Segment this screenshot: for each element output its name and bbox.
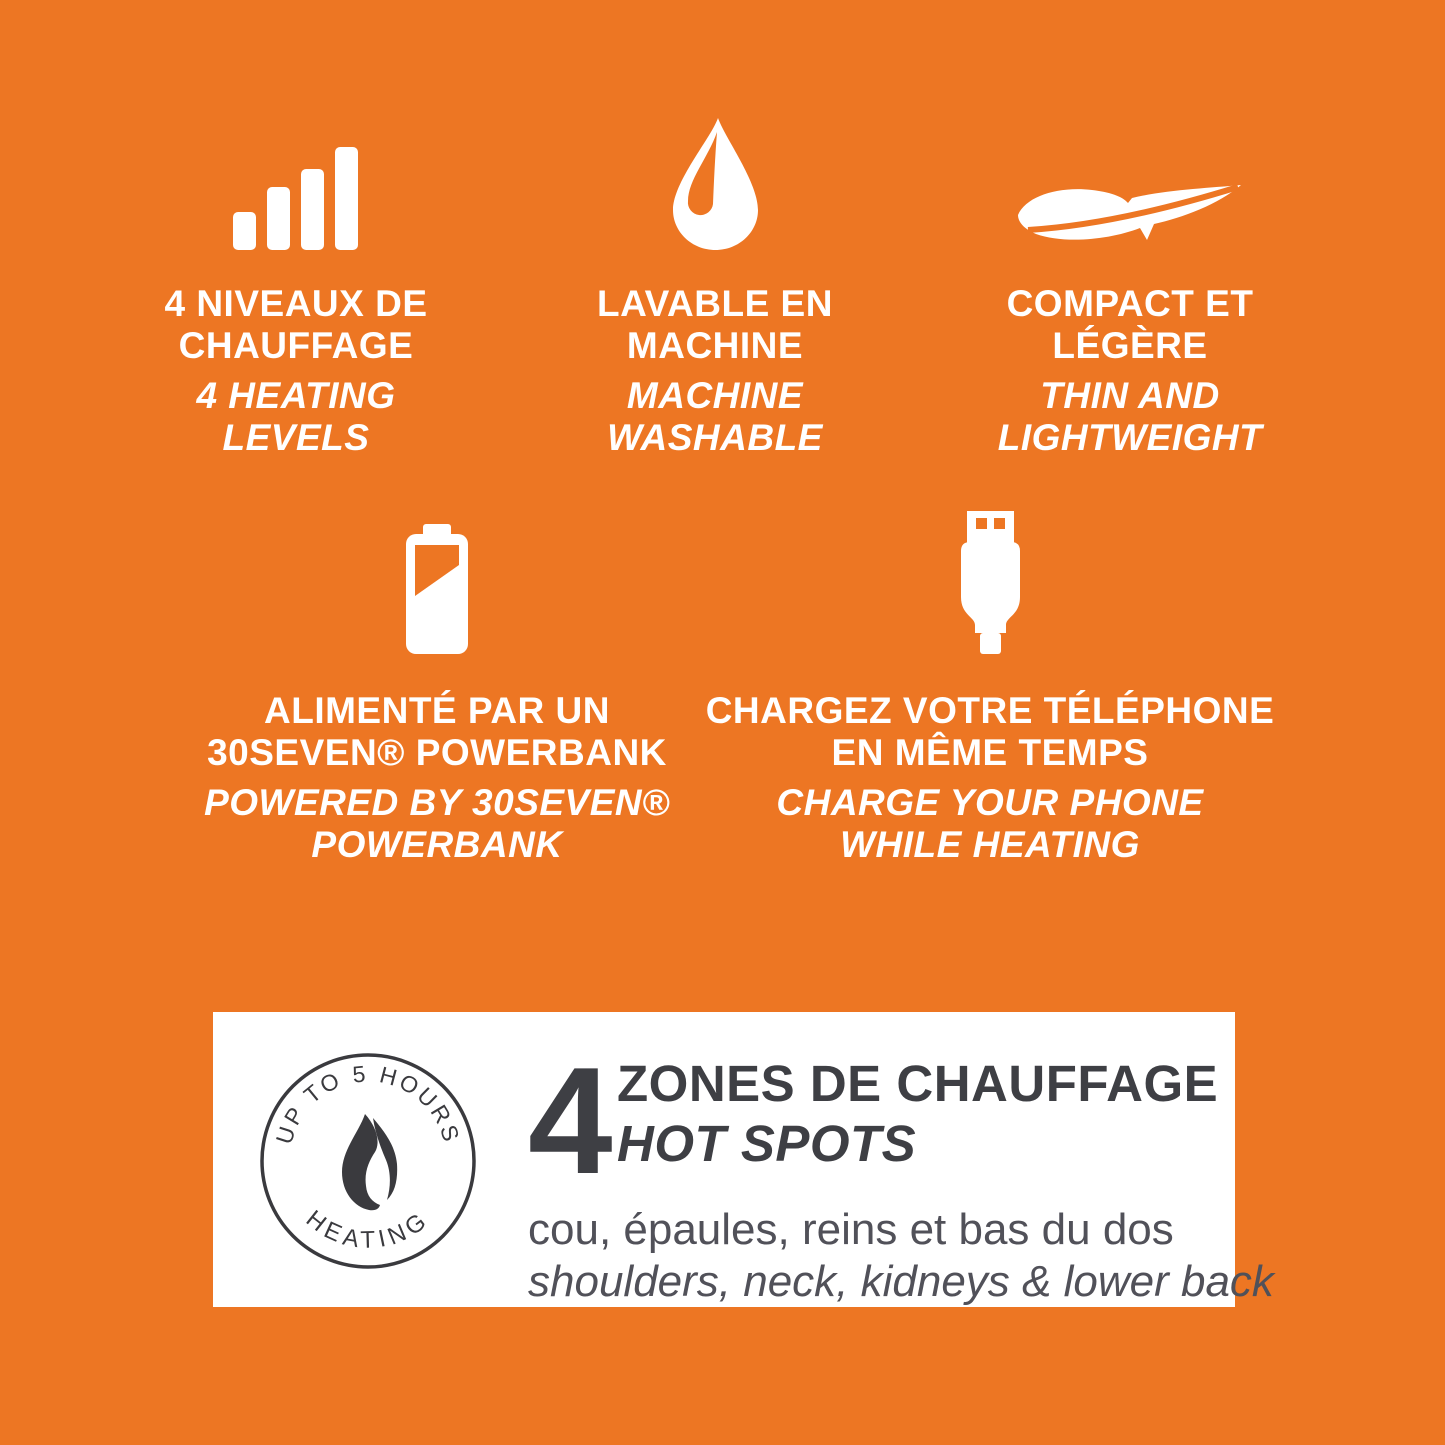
feature-title-en-line2: POWERBANK (311, 824, 563, 865)
feature-title-fr-line1: CHARGEZ VOTRE TÉLÉPHONE (705, 690, 1275, 731)
feature-title-fr (137, 690, 737, 774)
feature-title-en-line1: POWERED BY 30SEVEN® (204, 782, 670, 823)
battery-icon (406, 524, 468, 654)
feature-title-fr-line2: LÉGÈRE (1052, 325, 1208, 366)
feature-title-en-line2: WASHABLE (607, 417, 823, 458)
feature-title-en-line1: 4 HEATING (196, 375, 396, 416)
icon-box (76, 110, 516, 250)
feature-title-en-line1: MACHINE (626, 375, 804, 416)
feature-thin-lightweight (910, 110, 1350, 459)
hotspot-count: 4 (528, 1036, 613, 1206)
feature-machine-washable (495, 110, 935, 459)
feature-title-en-line2: LEVELS (222, 417, 370, 458)
usb-plug-icon (961, 511, 1020, 654)
feature-title-en (910, 375, 1350, 459)
feature-powerbank (137, 494, 737, 866)
icon-box (495, 110, 935, 250)
hotspots-description-fr: cou, épaules, reins et bas du dos (528, 1205, 1174, 1254)
feature-title-fr-line2: CHAUFFAGE (178, 325, 414, 366)
badge-top-text: UP TO 5 HOURS (270, 1060, 466, 1147)
feature-title-fr (495, 283, 935, 367)
water-drop-icon (673, 118, 758, 250)
feature-heating-levels (76, 110, 516, 459)
feature-title-fr-line1: 4 NIVEAUX DE (164, 283, 428, 324)
feature-title-en (690, 782, 1290, 866)
feature-title-fr (690, 690, 1290, 774)
hotspots-description-en: shoulders, neck, kidneys & lower back (528, 1257, 1274, 1306)
feature-title-en-line2: WHILE HEATING (840, 824, 1140, 865)
hotspots-title-en: HOT SPOTS (617, 1115, 917, 1172)
feature-title-en (137, 782, 737, 866)
heating-duration-badge (260, 1053, 476, 1269)
hotspots-title (617, 1054, 1218, 1174)
icon-box (690, 494, 1290, 654)
feature-title-fr-line2: EN MÊME TEMPS (831, 732, 1149, 773)
feature-title-fr-line1: COMPACT ET (1006, 283, 1254, 324)
feature-title-en-line1: THIN AND (1040, 375, 1220, 416)
feature-title-fr (910, 283, 1350, 367)
badge-bottom-text: HEATING (300, 1205, 436, 1254)
feature-title-fr-line1: ALIMENTÉ PAR UN (264, 690, 610, 731)
feature-title-fr-line2: 30SEVEN® POWERBANK (207, 732, 667, 773)
feather-icon (1014, 182, 1247, 250)
feature-title-fr-line1: LAVABLE EN (597, 283, 833, 324)
feature-title-en (495, 375, 935, 459)
icon-box (137, 494, 737, 654)
feature-title-fr (76, 283, 516, 367)
hotspots-description (528, 1204, 1274, 1308)
hotspots-title-fr: ZONES DE CHAUFFAGE (617, 1055, 1219, 1112)
feature-title-en (76, 375, 516, 459)
feature-title-en-line2: LIGHTWEIGHT (997, 417, 1263, 458)
icon-box (910, 110, 1350, 250)
feature-title-fr-line2: MACHINE (626, 325, 804, 366)
signal-bars-icon (232, 147, 360, 250)
hotspots-panel (213, 1012, 1274, 1307)
feature-charge-phone (690, 494, 1290, 866)
feature-title-en-line1: CHARGE YOUR PHONE (776, 782, 1204, 823)
